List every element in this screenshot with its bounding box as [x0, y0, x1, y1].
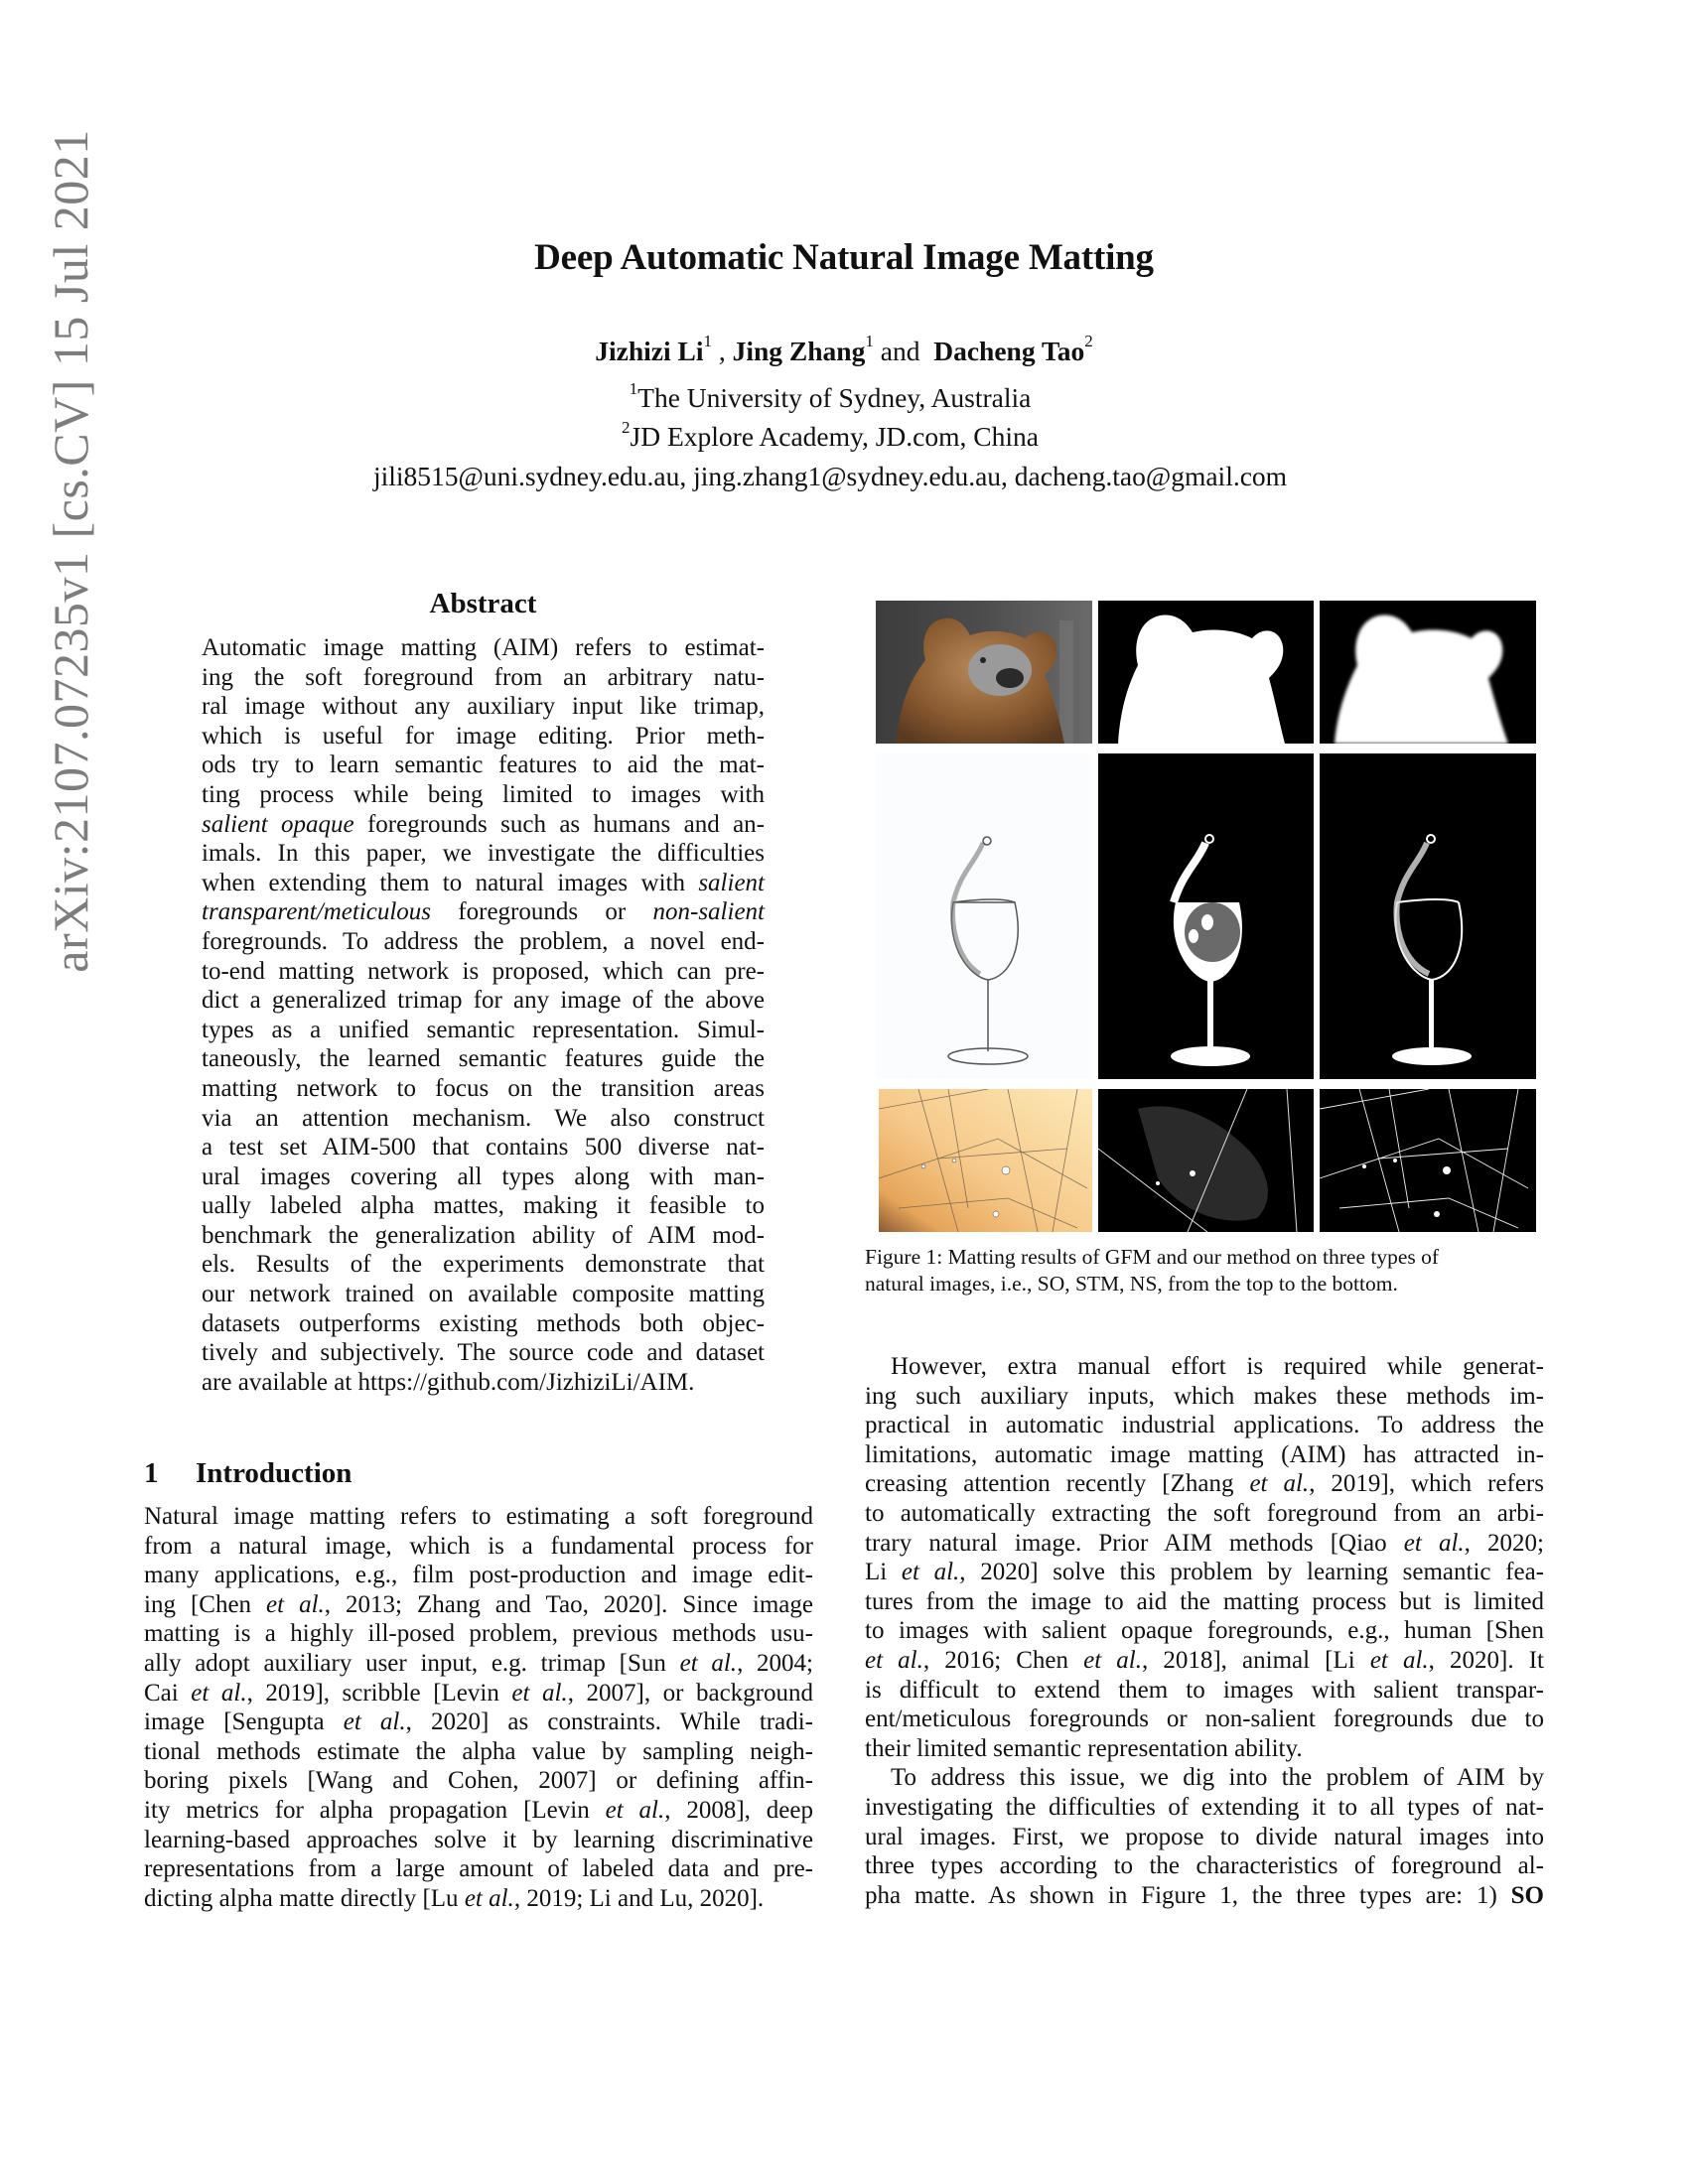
text-line: To address this issue, we dig into the problem of AIM by — [891, 1764, 1544, 1792]
text-line: ral image without any auxiliary input like trimap, — [202, 693, 765, 721]
text-line: many applications, e.g., film post-production and image edit- — [144, 1562, 813, 1589]
author-separator: , — [711, 336, 733, 366]
text-line: imals. In this paper, we investigate the difficulties — [202, 840, 765, 868]
text-line: limitations, automatic image matting (AIM) has attracted in- — [865, 1440, 1544, 1468]
text-line: datasets outperforms existing methods both objec- — [202, 1309, 765, 1337]
text-line: tional methods estimate the alpha value by sampling neigh- — [144, 1737, 813, 1765]
text-line: natural images, i.e., SO, STM, NS, from the top to the bottom. — [865, 1272, 1398, 1296]
text-line: However, extra manual effort is required while generat- — [891, 1353, 1544, 1380]
abstract-heading: Abstract — [429, 588, 537, 619]
text-line: to images with salient opaque foregrounds, e.g., human [Shen — [865, 1617, 1544, 1645]
text-line: benchmark the generalization ability of AIM mod- — [202, 1221, 765, 1249]
affiliation-mark: 1 — [629, 379, 638, 398]
text-line: dicting alpha matte directly [Lu et al., 2019; Li and Lu, 2020]. — [144, 1884, 765, 1912]
text-line: Natural image matting refers to estimating a soft foreground — [144, 1503, 813, 1530]
text-line: their limited semantic representation ability. — [865, 1734, 1303, 1762]
bear-matte-gfm — [1098, 601, 1314, 744]
paper-title: Deep Automatic Natural Image Matting — [534, 237, 1154, 278]
author-name: Jing Zhang — [732, 336, 866, 366]
spider-web-matte-gfm — [1098, 1089, 1314, 1232]
paragraph — [865, 1763, 1544, 1910]
text-line: Cai et al., 2019], scribble [Levin et al., 2007], or background — [144, 1679, 814, 1706]
text-line: to automatically extracting the soft foreground from an arbi- — [865, 1499, 1544, 1527]
paragraph — [865, 1352, 1544, 1763]
text-line: ing [Chen et al., 2013; Zhang and Tao, 2020]. Since image — [144, 1590, 813, 1618]
section-heading-introduction — [144, 1457, 352, 1490]
text-line: ural images. First, we propose to divide natural images into — [865, 1823, 1544, 1850]
text-line: dict a generalized trimap for any image of the above — [202, 987, 765, 1015]
text-line: ing such auxiliary inputs, which makes these methods im- — [865, 1382, 1544, 1410]
wine-glass-matte-gfm — [1098, 753, 1314, 1079]
text-line: ually labeled alpha mattes, making it feasible to — [202, 1192, 765, 1220]
text-line: pha matte. As shown in Figure 1, the three types are: 1) SO — [865, 1881, 1544, 1909]
text-line: three types according to the characteristics of foreground al- — [865, 1852, 1544, 1880]
text-line: els. Results of the experiments demonstrate that — [202, 1251, 765, 1279]
author-name: Dacheng Tao — [933, 336, 1085, 366]
section-number: 1 — [144, 1457, 159, 1489]
text-line: ods try to learn semantic features to aid the mat- — [202, 751, 765, 779]
text-line: when extending them to natural images with salient — [202, 869, 765, 896]
author-separator: and — [873, 336, 927, 366]
text-line: tively and subjectively. The source code and dataset — [202, 1339, 765, 1367]
text-line: boring pixels [Wang and Cohen, 2007] or defining affin- — [144, 1767, 813, 1795]
affiliation-mark: 2 — [1084, 332, 1093, 350]
author-list — [0, 332, 1688, 367]
affiliation-mark: 1 — [865, 332, 874, 350]
affiliation-1 — [0, 379, 1660, 414]
affiliation-2 — [0, 418, 1660, 453]
text-line: which is useful for image editing. Prior meth- — [202, 722, 765, 750]
text-line: matting network to focus on the transition areas — [202, 1074, 765, 1102]
text-line: learning-based approaches solve it by learning discriminative — [144, 1826, 813, 1853]
bear-matte-ours — [1320, 601, 1536, 744]
text-line: ent/meticulous foregrounds or non-salient foregrounds due to — [865, 1706, 1544, 1733]
text-line: from a natural image, which is a fundamental process for — [144, 1532, 813, 1560]
text-line: is difficult to extend them to images with salient transpar- — [865, 1676, 1544, 1704]
text-line: our network trained on available composite matting — [202, 1281, 765, 1308]
affiliation-mark: 2 — [622, 418, 631, 437]
text-line: representations from a large amount of labeled data and pre- — [144, 1855, 813, 1883]
introduction-body — [144, 1502, 813, 1913]
text-line: et al., 2016; Chen et al., 2018], animal [Li et al., 2020]. It — [865, 1646, 1544, 1674]
wine-glass-photo — [876, 753, 1092, 1079]
bear-photo — [876, 601, 1092, 744]
spider-web-photo — [879, 1089, 1092, 1232]
abstract-body — [202, 633, 765, 1397]
text-line: ural images covering all types along with man- — [202, 1162, 765, 1190]
right-column-body — [865, 1352, 1544, 1910]
text-line: via an attention mechanism. We also construct — [202, 1104, 765, 1132]
text-line: matting is a highly ill-posed problem, previous methods usu- — [144, 1620, 813, 1648]
affiliation-text: JD Explore Academy, JD.com, China — [630, 421, 1039, 452]
text-line: salient opaque foregrounds such as humans and an- — [202, 810, 765, 838]
text-line: ting process while being limited to images with — [202, 780, 765, 808]
text-line: foregrounds. To address the problem, a novel end- — [202, 927, 765, 955]
affiliation-mark: 1 — [703, 332, 712, 350]
text-line: are available at https://github.com/JizhiziLi/AIM. — [202, 1368, 695, 1396]
spider-web-matte-ours — [1320, 1089, 1536, 1232]
text-line: tures from the image to aid the matting process but is limited — [865, 1587, 1544, 1615]
text-line: investigating the difficulties of extending it to all types of nat- — [865, 1793, 1544, 1821]
text-line: a test set AIM-500 that contains 500 diverse nat- — [202, 1134, 765, 1161]
text-line: trary natural image. Prior AIM methods [Qiao et al., 2020; — [865, 1529, 1544, 1557]
text-line: ally adopt auxiliary user input, e.g. trimap [Sun et al., 2004; — [144, 1649, 813, 1677]
text-line: transparent/meticulous foregrounds or non-salient — [202, 898, 765, 926]
text-line: ity metrics for alpha propagation [Levin et al., 2008], deep — [144, 1796, 813, 1824]
affiliation-text: The University of Sydney, Australia — [637, 382, 1032, 413]
section-title: Introduction — [196, 1457, 352, 1489]
author-emails: jili8515@uni.sydney.edu.au, jing.zhang1@sydney.edu.au, dacheng.tao@gmail.com — [372, 461, 1288, 491]
text-line: creasing attention recently [Zhang et al., 2019], which refers — [865, 1470, 1544, 1498]
text-line: image [Sengupta et al., 2020] as constraints. While tradi- — [144, 1708, 813, 1736]
text-line: ing the soft foreground from an arbitrary natu- — [202, 663, 765, 691]
text-line: taneously, the learned semantic features guide the — [202, 1045, 765, 1073]
text-line: Automatic image matting (AIM) refers to estimat- — [202, 634, 765, 661]
text-line: Li et al., 2020] solve this problem by learning semantic fea- — [865, 1559, 1544, 1586]
arxiv-stamp: arXiv:2107.07235v1 [cs.CV] 15 Jul 2021 — [43, 129, 98, 973]
text-line: to-end matting network is proposed, which can pre- — [202, 957, 765, 985]
author-name: Jizhizi Li — [595, 336, 704, 366]
text-line: practical in automatic industrial applications. To address the — [865, 1412, 1544, 1439]
figure-1 — [876, 601, 1536, 1233]
text-line: types as a unified semantic representation. Simul- — [202, 1016, 765, 1043]
wine-glass-matte-ours — [1320, 753, 1536, 1079]
text-line: Figure 1: Matting results of GFM and our method on three types of — [865, 1245, 1440, 1269]
figure-caption — [865, 1244, 1544, 1297]
